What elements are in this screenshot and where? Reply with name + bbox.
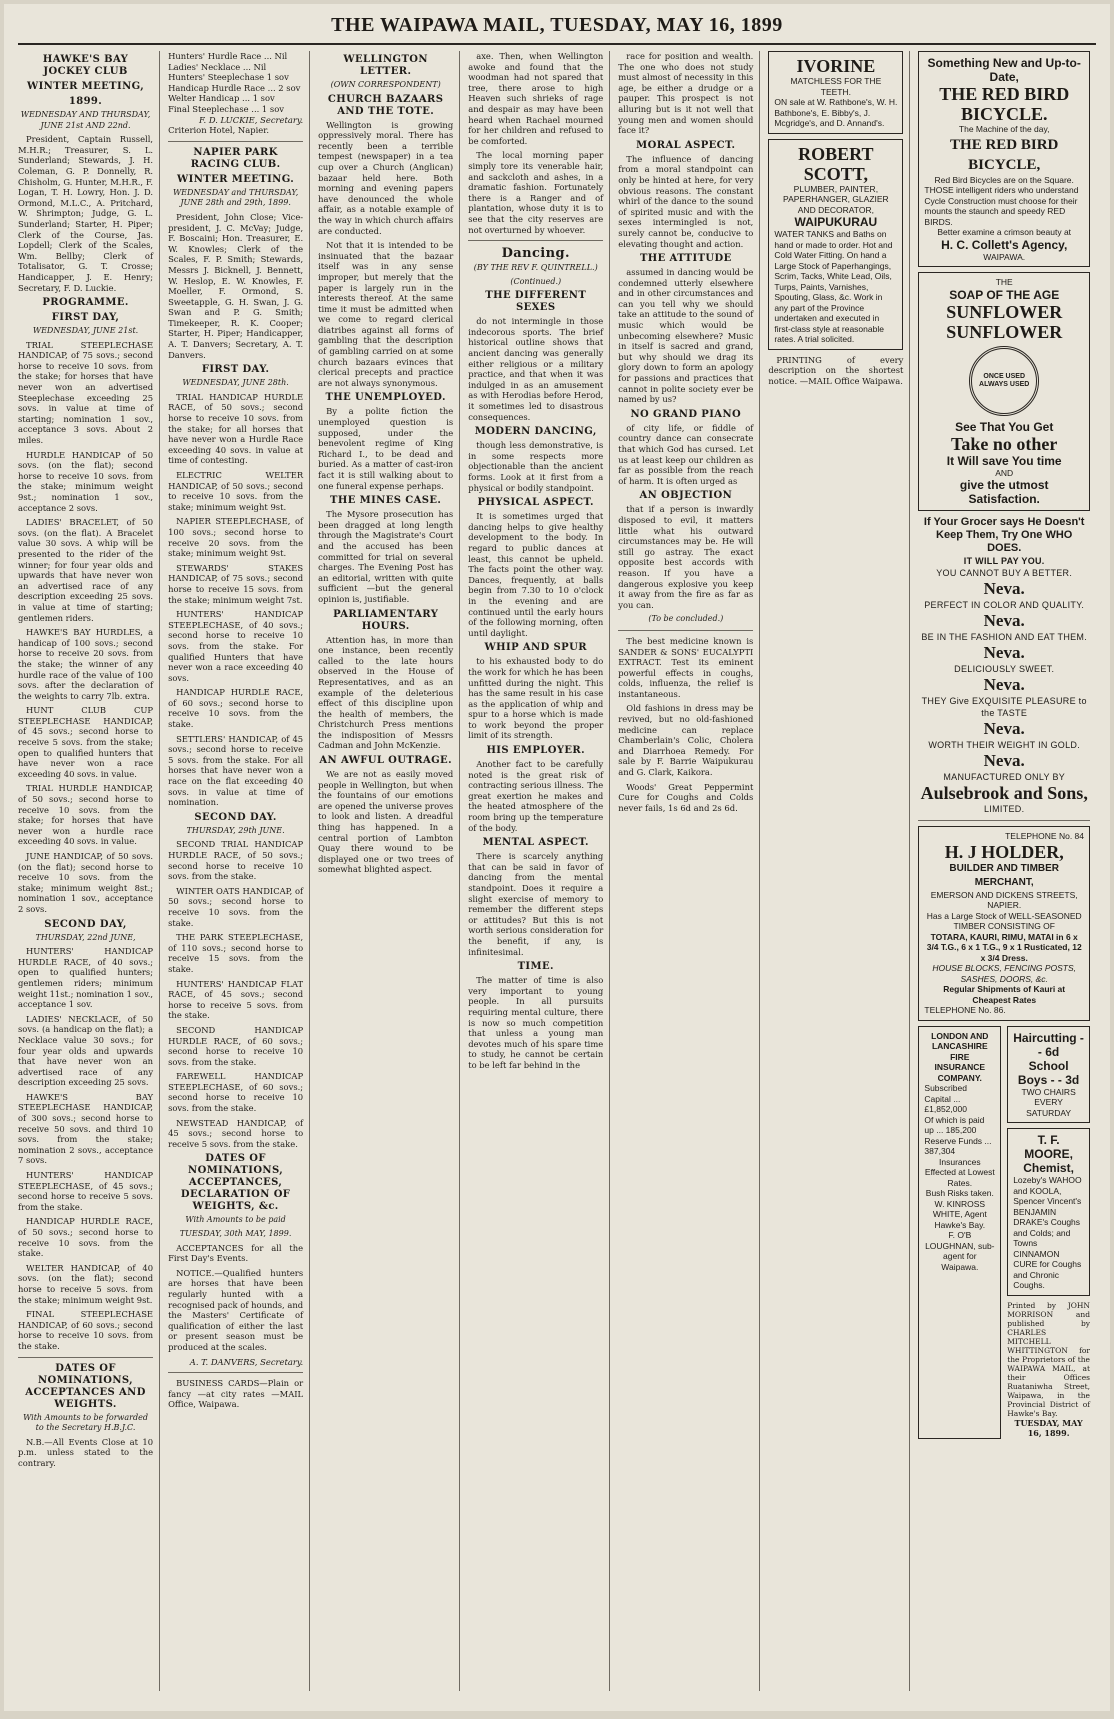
soap-line: AND bbox=[995, 467, 1014, 478]
race-entry: HUNTERS' HANDICAP STEEPLECHASE, of 45 sovs.; second horse to receive 5 sovs. from the stake. bbox=[18, 1170, 154, 1212]
london-row: Reserve Funds ... 387,304 bbox=[924, 1135, 992, 1156]
race-entry: FINAL STEEPLECHASE HANDICAP, of 60 sovs.; second horse to receive 10 sovs. from the stake. bbox=[18, 1309, 154, 1351]
article-paragraph: The influence of dancing from a moral standpoint can only be hinted at here, for very obvious reasons. The constant whirl of the dance to the sound of spirited music and with the sexes intermingled is not, surely cannot be, conducive to elevating thought and action. bbox=[618, 153, 754, 249]
nominations-sub: With Amounts to be forwarded to the Secretary H.B.J.C. bbox=[23, 1412, 148, 1433]
article-paragraph: The Mysore prosecution has been dragged at long length through the Magistrate's Court and the accused has been committed for trial on several charges. The Evening Post has an editorial, written with quite sufficient —but the general opinion is, justifiable. bbox=[318, 509, 454, 604]
neva-word: Neva. bbox=[983, 675, 1025, 694]
jockey-club-title: HAWKE'S BAY JOCKEY CLUB bbox=[42, 54, 129, 77]
list-item: Final Steeplechase ... 1 sov bbox=[168, 103, 284, 114]
article-paragraph: of city life, or fiddle of country dance can consecrate that which God has cursed. Let us at least keep our children as far as possible from the reach of harm. It is often urged as bbox=[618, 422, 754, 486]
article-paragraph: that if a person is inwardly disposed to evil, it matters little what his outward circumstances may be. He will still go astray. The exact opposite best accords with reason. If you have a dangerous explosive you keep it away from the fire as far as you can. bbox=[618, 504, 754, 610]
scott-title: ROBERT SCOTT, bbox=[798, 143, 874, 184]
list-item: Ladies' Necklace ... Nil bbox=[168, 61, 267, 72]
race-entry: SECOND TRIAL HANDICAP HURDLE RACE, of 50 sovs.; second horse to receive 10 sovs. from the stake. bbox=[168, 839, 304, 882]
medicine-notice: The best medicine known is SANDER & SONS' EUCALYPTI EXTRACT. Test its eminent powerful effects in coughs, colds, influenza, the relief is instantaneous. bbox=[618, 635, 754, 699]
moore-text: Lozeby's WAHOO and KOOLA, Spencer Vincent's BENJAMIN DRAKE's Coughs and Colds; and Towns CINNAMON CURE for Coughs and Chronic Coughs. bbox=[1013, 1175, 1082, 1290]
masthead: THE WAIPAWA MAIL, TUESDAY, MAY 16, 1899 bbox=[18, 14, 1096, 45]
imprint-date: TUESDAY, MAY 16, 1899. bbox=[1014, 1417, 1083, 1439]
article-paragraph: race for position and wealth. The one who does not study must almost of necessity in this age, be either a drudge or a pauper. This prospect is not alluring but is it not well that young men and women should face it? bbox=[618, 51, 754, 136]
first-day-date: WEDNESDAY, JUNE 28th. bbox=[182, 378, 289, 388]
sunflower-soap-ad bbox=[918, 272, 1090, 511]
section-heading: CHURCH BAZAARS AND THE TOTE. bbox=[327, 93, 444, 117]
neva-tagline: PERFECT IN COLOR AND QUALITY. bbox=[924, 600, 1085, 610]
holder-telephone: TELEPHONE No. 84 bbox=[1005, 831, 1084, 841]
london-bush: Bush Risks taken. bbox=[925, 1188, 994, 1198]
section-heading: PARLIAMENTARY HOURS. bbox=[333, 608, 439, 632]
divider bbox=[618, 630, 753, 631]
article-paragraph: to his exhausted body to do the work for which he has been unfitted during the night. This has the same result in his case as the application of whip and spur to a horse which is made to work beyond the proper limit of its strength. bbox=[468, 656, 604, 741]
napier-park-subtitle: WINTER MEETING. bbox=[177, 173, 295, 185]
section-heading: AN AWFUL OUTRAGE. bbox=[319, 755, 452, 767]
column-7-ads bbox=[918, 51, 1096, 1691]
list-item: Hunters' Hurdle Race ... Nil bbox=[168, 51, 288, 61]
section-heading: WHIP AND SPUR bbox=[484, 642, 587, 654]
race-entry: SETTLERS' HANDICAP, of 45 sovs.; second horse to receive 5 sovs. from the stake. For all horses that have never won a race on the flat exceeding 40 sovs. in value at time of nomination. bbox=[168, 733, 304, 808]
race-entry: HUNTERS' HANDICAP STEEPLECHASE, of 40 sovs.; second horse to receive 10 sovs. from the stake. For qualified Hunters that have never won a race exceeding 40 sovs. bbox=[168, 609, 304, 683]
london-text: Insurances Effected at Lowest Rates. bbox=[924, 1156, 995, 1188]
neva-tagline: BE IN THE FASHION AND EAT THEM. bbox=[921, 632, 1088, 642]
bottom-ads-grid bbox=[918, 1026, 1090, 1439]
wellington-letter-title: WELLINGTON LETTER. bbox=[343, 54, 428, 77]
ivorine-sub: MATCHLESS FOR THE TEETH. bbox=[790, 76, 882, 97]
race-entry: ELECTRIC WELTER HANDICAP, of 50 sovs.; second to receive 10 sovs. from the stake; minimum weight 9st. bbox=[168, 470, 304, 512]
divider bbox=[168, 141, 303, 142]
soap-line: give the utmost bbox=[959, 478, 1049, 492]
imprint: Printed by JOHN MORRISON and published by CHARLES MITCHELL WHITTINGTON for the Proprietors of the WAIPAWA MAIL, at their Offices Ruataniwha Street, Waipawa, in the Provincial District of Hawke's Bay. bbox=[1007, 1300, 1090, 1418]
list-item: Hunters' Steeplechase 1 sov bbox=[168, 72, 289, 83]
article-paragraph: though less demonstrative, is in some respects more objectionable than the ancient forms. Look at it first from a physical or bodily standpoint. bbox=[468, 440, 604, 493]
race-entry: TRIAL STEEPLECHASE HANDICAP, of 75 sovs.; second horse to receive 10 sovs. from the stake; for horses that have never won an advertised Steeplechase exceeding 25 sovs. in value at time of starting; nomination 1 sov., acceptance 3 sovs. About 2 miles. bbox=[18, 339, 154, 446]
article-paragraph: Wellington is growing oppressively moral. There has recently been a terrible tempest (newspaper) in a tea cup over a Church (Anglican) bazaar held here. Both morning and evening papers have denounced the whole affair, as a notable example of the way in which church affairs are conducted. bbox=[318, 119, 454, 236]
neva-tagline: YOU CANNOT BUY A BETTER. bbox=[936, 568, 1073, 578]
divider bbox=[918, 820, 1090, 821]
scott-text: WATER TANKS and Baths on hand or made to order. Hot and Cold Water Fitting. On hand a Large Stock of Paperhangings, Scrim, Tacks, White Lead, Oils, Turps, Paints, Varnishes, Spouting, Glass, &c. Work in any part of the Province undertaken and executed in first-class style at reasonable rates. A trial solicited. bbox=[774, 229, 893, 344]
nominations-heading: DATES OF NOMINATIONS, ACCEPTANCES AND WEIGHTS. bbox=[25, 1362, 146, 1410]
soap-brand: SUNFLOWER bbox=[946, 301, 1063, 322]
medicine-notice: Old fashions in dress may be revived, but no old-fashioned medicine can replace Chamberlain's Colic, Cholera and Diarrhoea Remedy. For sale by F. Barrie Waipukurau and G. Clark, Kaikora. bbox=[618, 703, 754, 778]
race-entry: HUNTERS' HANDICAP HURDLE RACE, of 40 sovs.; open to qualified hunters; gentlemen riders; minimum weight 11st.; nomination 1 sov., acceptance 1 sov. bbox=[18, 946, 154, 1010]
race-entry: WELTER HANDICAP, of 40 sovs. (on the flat); second horse to receive 5 sovs. from the stake; minimum weight 9st. bbox=[18, 1262, 154, 1305]
divider bbox=[468, 240, 603, 241]
haircutting-ad bbox=[1007, 1026, 1090, 1124]
race-entry: HUNTERS' HANDICAP FLAT RACE, of 45 sovs.; second horse to receive 5 sovs. from the stake. bbox=[168, 978, 304, 1021]
acceptance-list bbox=[168, 51, 303, 115]
soap-line: Satisfaction. bbox=[968, 492, 1040, 506]
secretary-signature: F. D. LUCKIE, Secretary. bbox=[198, 114, 304, 125]
london-agent: W. KINROSS WHITE, Agent Hawke's Bay. bbox=[932, 1198, 987, 1230]
section-heading: MODERN DANCING, bbox=[474, 426, 597, 438]
holder-kauri: Regular Shipments of Kauri at Cheapest Rates bbox=[943, 984, 1066, 1005]
ivorine-title: IVORINE bbox=[796, 56, 876, 76]
list-item: Welter Handicap ... 1 sov bbox=[168, 93, 275, 104]
neva-word: Neva. bbox=[983, 643, 1025, 662]
section-heading: THE ATTITUDE bbox=[639, 253, 732, 265]
first-day-heading: FIRST DAY, bbox=[51, 312, 120, 324]
column-4 bbox=[468, 51, 610, 1691]
scott-sub: PLUMBER, PAINTER, PAPERHANGER, GLAZIER AND DECORATOR, bbox=[783, 183, 889, 215]
right-bottom-ads bbox=[1007, 1026, 1090, 1439]
two-chairs-line: TWO CHAIRS EVERY SATURDAY bbox=[1021, 1086, 1076, 1118]
napier-park-title: NAPIER PARK RACING CLUB. bbox=[190, 146, 281, 170]
nominations-heading: DATES OF NOMINATIONS, ACCEPTANCES, DECLARATION OF WEIGHTS, &c. bbox=[180, 1153, 291, 1213]
dancing-continued: (Continued.) bbox=[510, 276, 562, 286]
dancing-byline: (BY THE REV F. QUINTRELL.) bbox=[473, 263, 598, 273]
napier-park-dates: WEDNESDAY and THURSDAY, JUNE 28th and 29th, 1899. bbox=[172, 187, 299, 208]
second-day-date: THURSDAY, 22nd JUNE, bbox=[35, 932, 136, 942]
second-day-date: THURSDAY, 29th JUNE. bbox=[186, 825, 285, 835]
section-heading: PHYSICAL ASPECT. bbox=[477, 497, 594, 509]
ad-line: Better examine a crimson beauty at bbox=[937, 227, 1072, 237]
list-item: Handicap Hurdle Race ... 2 sov bbox=[168, 82, 301, 93]
section-heading: MENTAL ASPECT. bbox=[482, 837, 589, 849]
race-entry: HUNT CLUB CUP STEEPLECHASE HANDICAP, of 45 sovs.; second horse to receive 5 sovs. from the stake; open to qualified hunters that have never won a race exceeding 40 sovs. in value. bbox=[18, 705, 154, 779]
ad-line: Something New and Up-to-Date, bbox=[927, 56, 1081, 84]
race-entry: NAPIER STEEPLECHASE, of 100 sovs.; second horse to receive 20 sovs. from the stake; minimum weight 9st. bbox=[168, 516, 304, 559]
second-day-heading: SECOND DAY. bbox=[194, 811, 277, 823]
ivorine-ad bbox=[768, 51, 903, 134]
to-be-concluded: (To be concluded.) bbox=[648, 614, 724, 624]
jockey-club-officials: President, Captain Russell, M.H.R.; Treasurer, S. L. Sunderland; Stewards, J. H. Coleman, G. P. Donnelly, R. Chisholm, G. Hunter, M.H.R., F. Logan, T. H. Lowry, Hon. J. D. Ormond, M.L.C., A. Pritchard, W. Shrimpton; Judge, G. L. Sunderland; Starter, H. Piper; Clerk of the Course, Jas. Lopdell; Clerk of the Scales, Wm. Bellby; Clerk of Totalisator, G. T. Crosse; Handicapper, J. E. Henry; Secretary, F. D. Luckie. bbox=[18, 134, 154, 293]
ad-line: Red Bird Bicycles are on the Square. bbox=[934, 174, 1074, 185]
article-paragraph: axe. Then, when Wellington awoke and found that the woodman had not spared that tree, there arose to high Heaven such shrieks of rage and despair as may have been heard when Rachael mourned for her children and refused to be comforted. bbox=[468, 51, 604, 146]
red-bird-title-2: THE RED BIRD BICYCLE, bbox=[950, 136, 1059, 173]
napier-park-officials: President, John Close; Vice-president, J. C. McVay; Judge, F. Boscaini; Hon. Treasurer, E. W. Knowles; Clerk of the Scales, F. P. Smith; Stewards, Messrs J. Bicknell, J. Bennett, W. Heslop, E. W. Knowles, F. Moeller, F. Ormond, S. Sweetapple, G. H. Swan, J. G. Swan and P. G. Smith; Timekeeper, R. K. Cooper; Starter, H. Piper; Handicapper, A. T. Danvers; Secretary, A. T. Danvers. bbox=[168, 211, 304, 360]
moore-title: T. F. MOORE, Chemist, bbox=[1023, 1133, 1074, 1175]
soap-line: Take no other bbox=[951, 433, 1058, 454]
column-3 bbox=[318, 51, 460, 1691]
article-paragraph: There is scarcely anything that can be said in favor of dancing from the mental standpoint. Does it require a slight exercise of memory to remember the different steps or attitudes? But this is not worth serious consideration for the benefit, if any, is infinitesimal. bbox=[468, 851, 604, 957]
secretary-signature: A. T. DANVERS, Secretary. bbox=[189, 1356, 304, 1367]
race-entry: WINTER OATS HANDICAP, of 50 sovs.; second horse to receive 10 sovs. from the stake. bbox=[168, 885, 304, 928]
acceptances-note: ACCEPTANCES for all the First Day's Events. bbox=[168, 1242, 304, 1264]
neva-tagline: WORTH THEIR WEIGHT IN GOLD. bbox=[928, 740, 1080, 750]
soap-the: THE bbox=[995, 277, 1013, 287]
race-entry: STEWARDS' STAKES HANDICAP, of 75 sovs.; second horse to receive 15 sovs. from the stake; minimum weight 7st. bbox=[168, 562, 304, 605]
neva-word: Neva. bbox=[983, 719, 1025, 738]
neva-word: Neva. bbox=[983, 611, 1025, 630]
london-sub-agent: F. O'B LOUGHNAN, sub-agent for Waipawa. bbox=[925, 1230, 995, 1272]
race-entry: SECOND HANDICAP HURDLE RACE, of 60 sovs.; second horse to receive 10 sovs. from the stake. bbox=[168, 1024, 304, 1067]
haircutting-line: Haircutting - - 6d bbox=[1013, 1030, 1084, 1059]
neva-word: Neva. bbox=[983, 579, 1025, 598]
race-entry: NEWSTEAD HANDICAP, of 45 sovs.; second horse to receive 5 sovs. from the stake. bbox=[168, 1117, 304, 1149]
nb-note: N.B.—All Events Close at 10 p.m. unless stated to the contrary. bbox=[18, 1436, 154, 1468]
soap-line: See That You Get bbox=[955, 419, 1054, 434]
neva-tagline: DELICIOUSLY SWEET. bbox=[954, 664, 1055, 674]
holder-timbers: TOTARA, KAURI, RIMU, MATAI in 6 x 3/4 T.G., 6 x 1 T.G., 9 x 1 Rusticated, 12 x 3/4 Dress. bbox=[926, 931, 1082, 963]
neva-pay: IT WILL PAY YOU. bbox=[963, 556, 1045, 566]
jockey-club-year: 1899. bbox=[68, 96, 103, 107]
divider bbox=[18, 1357, 153, 1358]
holder-sub: BUILDER AND TIMBER MERCHANT, bbox=[949, 862, 1060, 888]
race-entry: JUNE HANDICAP, of 50 sovs. (on the flat); second horse to receive 10 sovs. from the stake; minimum weight 8st.; nomination 1 sov., acceptance 2 sovs. bbox=[18, 851, 154, 914]
holder-doors: HOUSE BLOCKS, FENCING POSTS, SASHES, DOORS, &c. bbox=[932, 963, 1076, 984]
race-entry: HAWKE'S BAY STEEPLECHASE HANDICAP, of 300 sovs.; second horse to receive 50 sovs. and third 10 sovs. from the stake; nomination 2 sovs., acceptance 7 sovs. bbox=[18, 1091, 154, 1166]
section-heading: NO GRAND PIANO bbox=[630, 408, 742, 420]
red-bird-title: THE RED BIRD BICYCLE. bbox=[939, 84, 1070, 124]
ad-line: The Machine of the day, bbox=[958, 124, 1050, 134]
section-heading: HIS EMPLOYER. bbox=[486, 745, 585, 757]
holder-text: Has a Large Stock of WELL-SEASONED TIMBER CONSISTING OF bbox=[926, 910, 1082, 931]
agency-place: WAIPAWA. bbox=[983, 251, 1026, 262]
holder-title: H. J HOLDER, bbox=[944, 841, 1064, 862]
divider bbox=[168, 1372, 303, 1373]
robert-scott-ad bbox=[768, 139, 903, 350]
ivorine-text: ON sale at W. Rathbone's, W. H. Bathbone's, E. Bibby's, J. Mcgridge's, and D. Annand's. bbox=[774, 97, 898, 128]
holder-ad bbox=[918, 826, 1090, 1021]
dancing-title: Dancing. bbox=[501, 246, 570, 262]
article-paragraph: Another fact to be carefully noted is the great risk of contracting serious illness. The great exertion he makes and the heated atmosphere of the room bring up the temperature of the body. bbox=[468, 759, 604, 833]
section-heading: THE UNEMPLOYED. bbox=[325, 392, 446, 404]
race-entry: TRIAL HANDICAP HURDLE RACE, of 50 sovs.; second horse to receive 10 sovs. from the stake; for all horses that have never won a Hurdle Race exceeding 40 sovs. in value at time of contesting. bbox=[168, 391, 304, 466]
article-paragraph: The local morning paper simply tore its venerable hair, and sackcloth and ashes, in a dramatic fashion. Fortunately there is a Ranger and of plantation, whose duty it is to see that the city reserves are not overturned by whoever. bbox=[468, 150, 604, 235]
london-row: Of which is paid up ... 185,200 bbox=[924, 1114, 985, 1135]
race-entry: TRIAL HURDLE HANDICAP, of 50 sovs.; second horse to receive 10 sovs. from the stake; for horses that have never won a hurdle race exceeding 40 sovs. in value. bbox=[18, 783, 154, 847]
neva-word: Neva. bbox=[983, 751, 1025, 770]
wellington-letter-sub: (OWN CORRESPONDENT) bbox=[330, 80, 441, 89]
section-heading: MORAL ASPECT. bbox=[636, 139, 736, 151]
once-used-stamp: ONCE USED ALWAYS USED bbox=[969, 346, 1039, 416]
soap-title: SOAP OF THE AGE bbox=[949, 287, 1060, 302]
scott-place: WAIPUKURAU bbox=[794, 215, 878, 229]
section-heading: AN OBJECTION bbox=[639, 490, 733, 502]
column-6 bbox=[768, 51, 910, 1691]
notice-text: NOTICE.—Qualified hunters are horses that have been regularly hunted with a recognised pack of hounds, and the Masters' Certificate of qualification of either the last or present season must be produced at the scales. bbox=[168, 1267, 304, 1352]
column-2 bbox=[168, 51, 310, 1691]
article-paragraph: assumed in dancing would be condemned utterly elsewhere and in other circumstances and can you tell why we should take an attitude to the sound of music which would be unbecoming elsewhere? Music in itself is sacred and grand, but why should we drag its glory down to form an apology for passions and practices that cannot in polite society ever be named by us? bbox=[618, 267, 754, 405]
first-day-heading: FIRST DAY. bbox=[201, 364, 270, 376]
race-entry: HANDICAP HURDLE RACE, of 50 sovs.; second horse to receive 10 sovs. from the stake. bbox=[18, 1216, 154, 1259]
holder-address: EMERSON AND DICKENS STREETS, NAPIER. bbox=[930, 889, 1078, 910]
soap-line: It Will save You time bbox=[946, 453, 1062, 468]
london-lancashire-ad bbox=[918, 1026, 1001, 1439]
article-paragraph: The matter of time is also very important to young people. In all pursuits requiring mental culture, there is now so much competition that unless a young man devotes much of his spare time to study, he cannot be certain to be left far behind in the bbox=[468, 975, 604, 1070]
nominations-date: TUESDAY, 30th MAY, 1899. bbox=[179, 1229, 292, 1239]
article-paragraph: Not that it is intended to be insinuated that the bazaar itself was in any sense improper, but merely that the paper is largely run in the interests thereof. At the same time it must be admitted when we come to regard clerical diatribes against all forms of gambling that the description of gambling carried on at some church bazaars evinces that clerical precepts and practice are not always synonymous. bbox=[318, 240, 454, 388]
newspaper-page bbox=[4, 4, 1110, 1711]
article-paragraph: It is sometimes urged that dancing helps to give healthy development to the body. In regard to public dances at least, this cannot be upheld. The facts point the other way. Dances, frequently, at balls begin from 7.30 to 10 o'clock in the evening and are continued until the early hours of the following morning, often until daylight. bbox=[468, 511, 604, 638]
neva-ltd: LIMITED. bbox=[984, 804, 1025, 814]
race-entry: LADIES' NECKLACE, of 50 sovs. (a handicap on the flat); a Necklace value 30 sovs.; for four year olds and upwards that have never won an advertised race of any description exceeding 25 sovs. bbox=[18, 1013, 154, 1088]
jockey-club-dates: WEDNESDAY AND THURSDAY, JUNE 21st AND 22nd. bbox=[20, 110, 151, 130]
jockey-club-subtitle: WINTER MEETING, bbox=[26, 81, 145, 92]
moore-chemist-ad bbox=[1007, 1128, 1090, 1296]
article-paragraph: Attention has, in more than one instance, been recently called to the late hours observed in the House of Representatives, and as an example of the deleterious effect of this discipline upon the health of members, the Christchurch Press mentions the indisposition of Messrs Cadman and John McKenzie. bbox=[318, 634, 454, 751]
article-paragraph: By a polite fiction the unemployed question is supposed, under the benevolent regime of King Richard I., to be dead and buried. As a matter of cast-iron fact it is still walking about to one funeral expense perhaps. bbox=[318, 406, 454, 491]
race-entry: FAREWELL HANDICAP STEEPLECHASE, of 60 sovs.; second horse to receive 10 sovs. from the stake. bbox=[168, 1071, 304, 1114]
section-heading: THE DIFFERENT SEXES bbox=[485, 290, 587, 314]
article-paragraph: We are not as easily moved people in Wellington, but when the fountains of our emotions are opened the universe proves to look and listen. A dreadful thing has happened. In a central portion of Lambton Quay there wound to be displayed one or two trees of somewhat blighted aspect. bbox=[318, 769, 454, 875]
neva-maker-intro: MANUFACTURED ONLY BY bbox=[943, 772, 1066, 782]
neva-maker: Aulsebrook and Sons, bbox=[920, 783, 1088, 803]
columns bbox=[18, 51, 1096, 1691]
nominations-sub: With Amounts to be paid bbox=[185, 1215, 286, 1225]
medicine-notice: Woods' Great Peppermint Cure for Coughs and Colds never fails, 1s 6d and 2s 6d. bbox=[618, 781, 754, 813]
ad-line: THOSE intelligent riders who understand Cycle Construction must choose for their mounts the staunch and speedy RED BIRDS. bbox=[924, 185, 1079, 227]
collett-agency: H. C. Collett's Agency, bbox=[941, 237, 1068, 252]
soap-brand-2: SUNFLOWER bbox=[946, 321, 1063, 342]
column-5 bbox=[618, 51, 760, 1691]
column-1 bbox=[18, 51, 160, 1691]
business-cards-ad: BUSINESS CARDS—Plain or fancy —at city rates —MAIL Office, Waipawa. bbox=[168, 1378, 304, 1410]
london-title: LONDON AND LANCASHIRE FIRE INSURANCE COMPANY. bbox=[931, 1030, 989, 1083]
neva-tagline: THEY Give EXQUISITE PLEASURE to the TASTE bbox=[921, 696, 1087, 718]
printing-ad: PRINTING of every description on the shortest notice. —MAIL Office Waipawa. bbox=[768, 354, 904, 386]
second-day-heading: SECOND DAY, bbox=[44, 918, 127, 930]
race-entry: HAWKE'S BAY HURDLES, a handicap of 100 sovs.; second horse to receive 20 sovs. from the stake; the winner of any hurdle race of the value of 100 sovs. after the declaration of the weights to carry 7lb. extra. bbox=[18, 627, 154, 701]
neva-ad bbox=[918, 516, 1090, 815]
red-bird-bicycle-ad bbox=[918, 51, 1090, 267]
neva-intro: If Your Grocer says He Doesn't Keep Them, Try One WHO DOES. bbox=[923, 516, 1085, 554]
first-day-date: WEDNESDAY, JUNE 21st. bbox=[32, 326, 139, 336]
race-entry: THE PARK STEEPLECHASE, of 110 sovs.; second horse to receive 15 sovs. from the stake. bbox=[168, 932, 304, 974]
section-heading: TIME. bbox=[517, 961, 554, 973]
school-boys-line: School Boys - - 3d bbox=[1017, 1058, 1080, 1087]
race-entry: HANDICAP HURDLE RACE, of 60 sovs.; second horse to receive 10 sovs. from the stake. bbox=[168, 687, 304, 730]
article-paragraph: do not intermingle in those indecorous sports. The brief historical outline shows that ancient dancing was generally either religious or a military practice, and that when it was indulged in as an amusement as with Herodias before Herod, it sometimes led to disastrous consequences. bbox=[468, 316, 604, 422]
race-entry: HURDLE HANDICAP of 50 sovs. (on the flat); second horse to receive 10 sovs. from the stake; minimum weight 9st.; nomination 1 sov., acceptance 2 sovs. bbox=[18, 449, 154, 513]
race-entry: LADIES' BRACELET, of 50 sovs. (on the flat). A Bracelet value 30 sovs. A whip will be presented to the rider of the winner; for four year olds and upwards that have never won an advertised race of any description exceeding 25 sovs. in value at time of starting; gentlemen riders. bbox=[18, 517, 154, 623]
programme-heading: PROGRAMME. bbox=[42, 297, 129, 309]
london-row: Subscribed Capital ... £1,852,000 bbox=[924, 1083, 967, 1114]
signature-place: Criterion Hotel, Napier. bbox=[168, 125, 269, 136]
section-heading: THE MINES CASE. bbox=[330, 495, 442, 507]
holder-telephone-2: TELEPHONE No. 86. bbox=[924, 1005, 1006, 1015]
